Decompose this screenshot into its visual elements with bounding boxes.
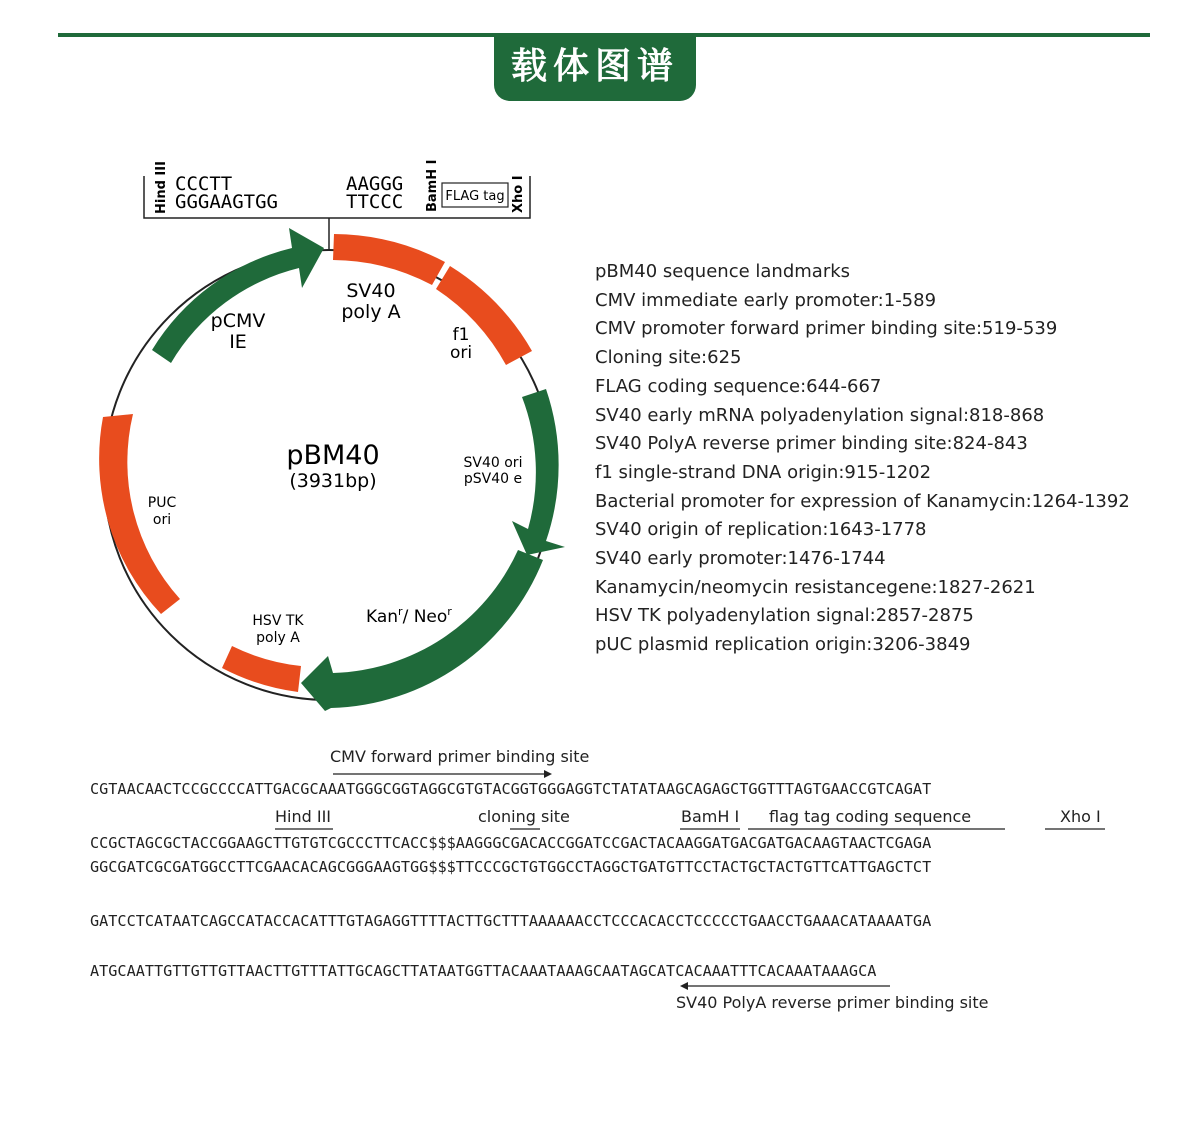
- sv40-ori-label-1: SV40 ori: [463, 455, 523, 471]
- landmark-item: SV40 PolyA reverse primer binding site:824-843: [595, 433, 1028, 455]
- landmarks-list: [595, 258, 1130, 660]
- landmark-item: SV40 early promoter:1476-1744: [595, 548, 886, 570]
- xho-i-label: Xho I: [511, 175, 526, 213]
- landmark-item: f1 single-strand DNA origin:915-1202: [595, 461, 932, 483]
- plasmid-name: pBM40: [286, 440, 380, 471]
- landmark-item: SV40 origin of replication:1643-1778: [595, 519, 927, 541]
- hsvtk-label-1: HSV TK: [252, 613, 304, 629]
- kan-neo-arrow: [301, 550, 543, 711]
- hind-iii-label: Hind III: [154, 161, 169, 214]
- pcmv-label-2: IE: [229, 331, 247, 353]
- sv40-polya-label-2: poly A: [341, 301, 401, 323]
- landmark-item: Cloning site:625: [595, 347, 742, 369]
- sv40-ori-label-2: pSV40 e: [463, 471, 523, 487]
- mcs-seq-top-left: CCCTT: [175, 173, 233, 195]
- flag-tag-seq-label: flag tag coding sequence: [769, 807, 972, 826]
- bamh-i-seq-label: BamH I: [681, 807, 740, 826]
- sv40-polya-segment: [333, 234, 445, 285]
- sequence-line-2: CCGCTAGCGCTACCGGAAGCTTGTGTCGCCCTTCACC$$$AAGGGCGACACCGGATCCGACTACAAGGATGACGATGACAAGTAACTCGAGA: [90, 834, 932, 852]
- pcmv-label-1: pCMV: [210, 310, 266, 332]
- sequence-line-4: GATCCTCATAATCAGCCATACCACATTTGTAGAGGTTTTACTTGCTTTAAAAAACCTCCCACACCTCCCCCTGAACCTGAAACATAAAATGA: [90, 912, 932, 930]
- landmark-item: CMV immediate early promoter:1-589: [595, 289, 937, 311]
- mcs-seq-bottom-left: GGGAAGTGG: [175, 191, 278, 213]
- cloning-site-label: cloning site: [478, 807, 570, 826]
- hind-iii-seq-label: Hind III: [275, 807, 332, 826]
- puc-label-1: PUC: [147, 495, 177, 511]
- f1-label-1: f1: [452, 325, 470, 345]
- landmark-item: pUC plasmid replication origin:3206-3849: [595, 634, 971, 656]
- cmv-primer-label: CMV forward primer binding site: [330, 747, 590, 766]
- page-title: 载体图谱: [494, 33, 696, 101]
- bamh-i-label: BamH I: [425, 159, 440, 212]
- flag-tag-label: FLAG tag: [445, 189, 505, 204]
- plasmid-size: (3931bp): [289, 470, 377, 492]
- landmark-item: FLAG coding sequence:644-667: [595, 375, 882, 397]
- sv40-primer-label: SV40 PolyA reverse primer binding site: [676, 993, 989, 1012]
- xho-i-seq-label: Xho I: [1060, 807, 1101, 826]
- sequence-line-5: ATGCAATTGTTGTTGTTAACTTGTTTATTGCAGCTTATAATGGTTACAAATAAAGCAATAGCATCACAAATTTCACAAATAAAGCA: [90, 962, 877, 980]
- landmark-item: SV40 early mRNA polyadenylation signal:818-868: [595, 404, 1045, 426]
- f1-label-2: ori: [449, 343, 473, 363]
- puc-label-2: ori: [152, 512, 172, 528]
- sequence-line-3: GGCGATCGCGATGGCCTTCGAACACAGCGGGAAGTGG$$$TTCCCGCTGTGGCCTAGGCTGATGTTCCTACTGCTACTGTTCATTGAGCTCT: [90, 858, 932, 876]
- kan-neo-label: Kan$^r$/ Neo$^r$: [366, 605, 452, 627]
- landmark-item: CMV promoter forward primer binding site:519-539: [595, 318, 1058, 340]
- landmarks-title: pBM40 sequence landmarks: [595, 261, 851, 282]
- cmv-primer-arrowhead: [544, 770, 552, 778]
- sv40-polya-label-1: SV40: [346, 280, 396, 302]
- sequence-line-1: CGTAACAACTCCGCCCCATTGACGCAAATGGGCGGTAGGCGTGTACGGTGGGAGGTCTATATAAGCAGAGCTGGTTTAGTGAACCGTCAGAT: [90, 780, 932, 798]
- mcs-seq-top-right: AAGGG: [346, 173, 404, 195]
- landmark-item: HSV TK polyadenylation signal:2857-2875: [595, 605, 974, 627]
- mcs-seq-bottom-right: TTCCC: [346, 191, 404, 213]
- landmark-item: Kanamycin/neomycin resistancegene:1827-2621: [595, 576, 1036, 598]
- sv40-primer-arrowhead: [680, 982, 688, 990]
- hsvtk-polya-segment: [222, 646, 301, 692]
- hsvtk-label-2: poly A: [256, 630, 300, 646]
- landmark-item: Bacterial promoter for expression of Kanamycin:1264-1392: [595, 490, 1130, 512]
